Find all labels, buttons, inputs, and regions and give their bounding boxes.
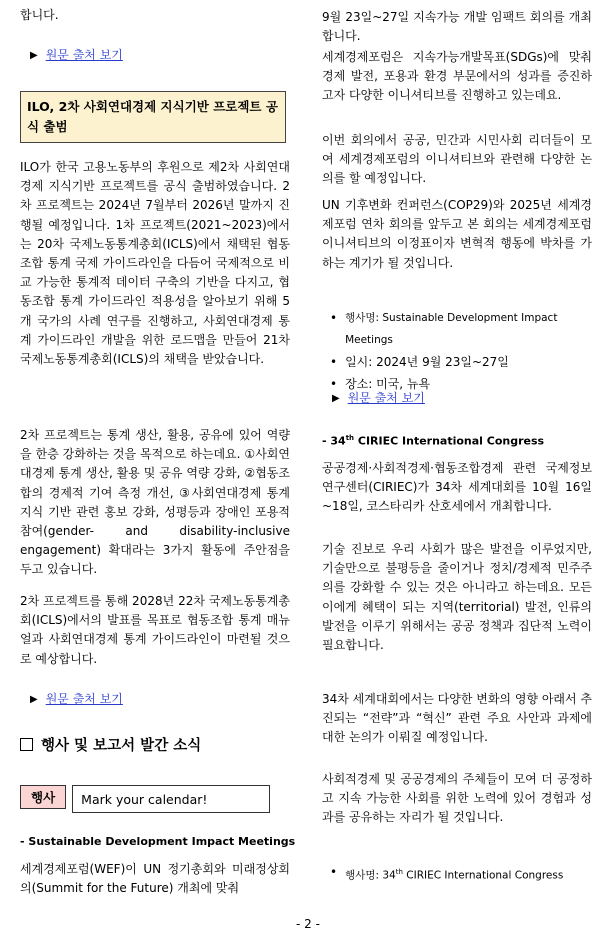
article-paragraph-2: 2차 프로젝트는 통계 생산, 활용, 공유에 있어 역량을 한층 강화하는 것을 목적으로 하는데요. ①사회연대경제 통계 생산, 활용 및 공유 역량 강화, ②협동조합의 경제적 기여 측정 개선, ③사회연대경제 통계 지식 기반 관련 홍보 강화, 성평등과 장애인 포용적 참여(gender- and disability-inclusive engagement) 확대라는 3가지 활동에 주안점을 두고 있습니다. [20, 428, 290, 577]
source-link-3[interactable]: 원문 출처 보기 [347, 391, 425, 405]
bullet-icon: • [330, 865, 338, 879]
detail-item: • 일시: 2024년 9월 23일~27일 [330, 351, 600, 373]
right-paragraph-6: 기술 진보로 우리 사회가 많은 발전을 이루었지만, 기술만으로 불평등을 줄이거나 정치/경제적 민주주의를 강화할 수 있는 것은 아니라고 하는데요. 모든 이에게 혜택이 되는 지역(territorial) 발전, 인류의 발전을 이루기 위해서는 공공 정책과 집단적 노력이 필요합니다. [322, 542, 592, 653]
source-link-row [30, 46, 123, 65]
right-paragraph-3: 이번 회의에서 공공, 민간과 시민사회 리더들이 모여 세계경제포럼의 이니셔티브와 관련해 다양한 논의를 할 예정입니다. [322, 133, 592, 186]
article-paragraph-1: ILO가 한국 고용노동부의 후원으로 제2차 사회연대경제 지식기반 프로젝트를 공식 출범하였습니다. 2차 프로젝트는 2024년 7월부터 2026년 말까지 진행될 예정입니다. 1차 프로젝트(2021~2023)에서는 20차 국제노동통계총회(ICLS)에서 채택된 협동조합 통계 국제 가이드라인을 다듬어 국제적으로 비교 가능한 통계적 데이터 구축의 기반을 다지고, 협동조합 통계 가이드라인 적용성을 알아보기 위해 5개 국가의 사례 연구를 진행하고, 사회연대경제 통계 가이드라인 개발을 위한 로드맵을 만들어 21차 국제노동통계총회(ICLS)의 채택을 받았습니다. [20, 160, 290, 367]
section-heading [20, 734, 201, 755]
event-1-details [330, 307, 600, 395]
calendar-label: Mark your calendar! [72, 785, 270, 813]
event-badge-row [20, 785, 270, 813]
bullet-icon: • [330, 355, 338, 369]
article-paragraph-3: 2차 프로젝트를 통해 2028년 22차 국제노동통계총회(ICLS)에서의 발표를 목표로 협동조합 통계 매뉴얼과 사회연대경제 통계 가이드라인이 마련될 것으로 예상합니다. [20, 594, 290, 666]
event-1-heading: - Sustainable Development Impact Meetings [20, 835, 296, 848]
right-paragraph-1: 9월 23일~27일 지속가능 개발 임팩트 회의를 개최합니다. [322, 10, 592, 44]
right-paragraph-2: 세계경제포럼은 지속가능개발목표(SDGs)에 맞춰 경제 발전, 포용과 환경 부문에서의 성과를 증진하고자 다양한 이니셔티브를 진행하고 있는데요. [322, 50, 592, 103]
bullet-icon: • [330, 377, 338, 391]
right-paragraph-7: 34차 세계대회에서는 다양한 변화의 영향 아래서 추진되는 “전략”과 “혁신” 관련 주요 사안과 과제에 대한 논의가 이뤄질 예정입니다. [322, 692, 592, 745]
detail-item: • 행사명: Sustainable Development Impact Meetings [330, 307, 600, 351]
event-1-paragraph: 세계경제포럼(WEF)이 UN 정기총회와 미래정상회의(Summit for the Future) 개최에 맞춰 [20, 862, 290, 896]
continued-text: 합니다. [20, 8, 59, 22]
triangle-right-icon: ▶ [30, 50, 38, 61]
source-link[interactable]: 원문 출처 보기 [45, 48, 123, 62]
right-paragraph-4: UN 기후변화 컨퍼런스(COP29)와 2025년 세계경제포럼 연차 회의를 앞두고 본 회의는 세계경제포럼 이니셔티브의 이정표이자 변혁적 행동에 박차를 가하는 계기가 될 것입니다. [322, 198, 592, 270]
page-number: - 2 - [296, 917, 320, 931]
source-link-2[interactable]: 원문 출처 보기 [45, 692, 123, 706]
article-title: ILO, 2차 사회연대경제 지식기반 프로젝트 공식 출범 [27, 99, 278, 134]
detail-item: • 장소: 미국, 뉴욕 [330, 373, 600, 395]
event-2-heading: - 34th CIRIEC International Congress [322, 434, 545, 448]
event-badge: 행사 [20, 785, 66, 809]
right-paragraph-8: 사회적경제 및 공공경제의 주체들이 모여 더 공정하고 지속 가능한 사회를 위한 노력에 있어 경험과 성과를 공유하는 자리가 될 것입니다. [322, 772, 592, 825]
detail-item: • 행사명: 34th CIRIEC International Congress [330, 861, 600, 887]
section-title: 행사 및 보고서 발간 소식 [41, 738, 202, 754]
triangle-right-icon: ▶ [30, 694, 38, 705]
event-2-details [330, 861, 600, 887]
article-title-box [20, 91, 286, 143]
checkbox-square-icon [20, 738, 33, 751]
source-link-row-2 [30, 690, 123, 709]
triangle-right-icon: ▶ [332, 393, 340, 404]
source-link-row-3 [332, 389, 425, 408]
bullet-icon: • [330, 311, 338, 325]
right-paragraph-5: 공공경제·사회적경제·협동조합경제 관련 국제정보연구센터(CIRIEC)가 34차 세계대회를 10월 16일~18일, 코스타리카 산호세에서 개최합니다. [322, 461, 592, 514]
